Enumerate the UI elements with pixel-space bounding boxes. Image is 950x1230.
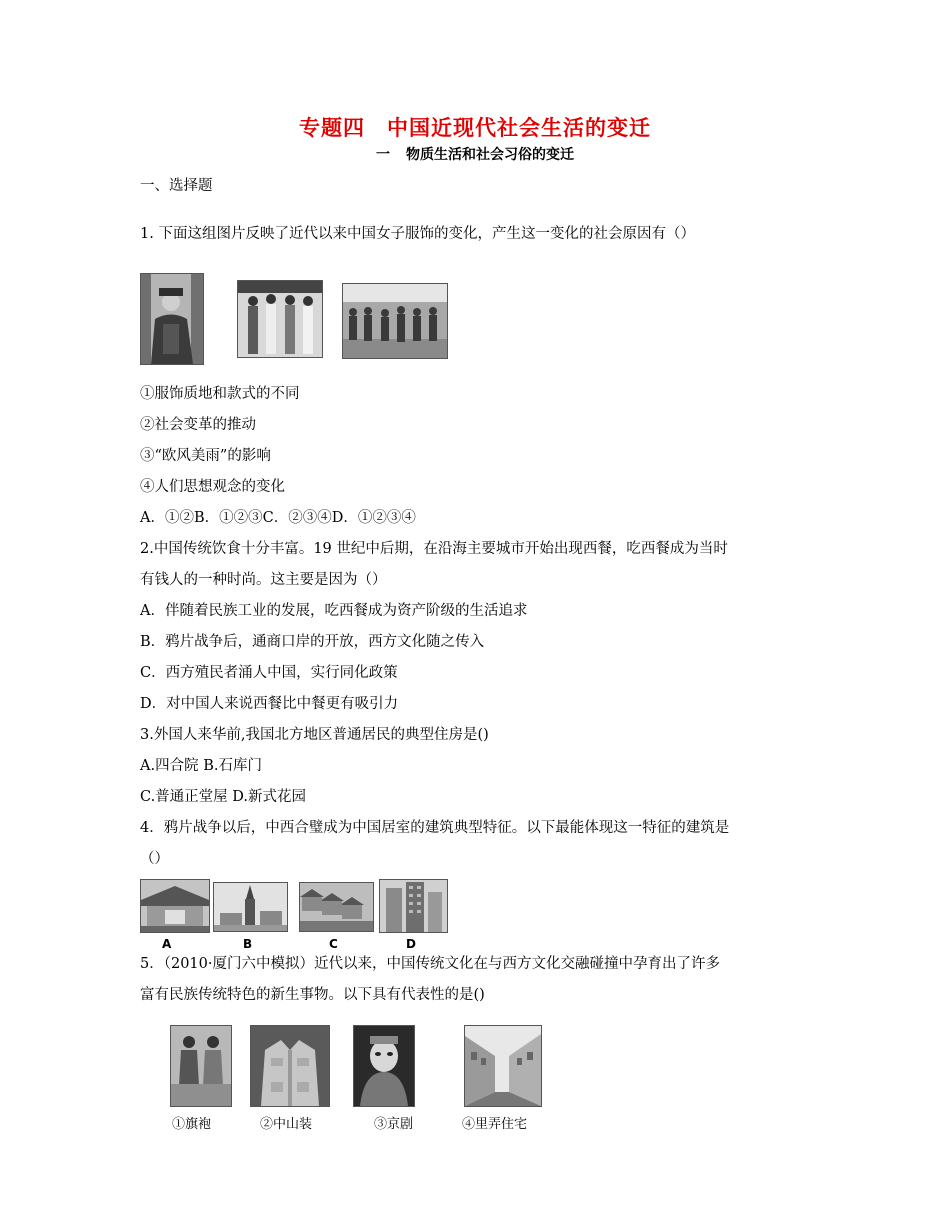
q1-photo-modern-crowd [342,283,448,359]
section-heading: 一、选择题 [140,178,213,194]
q5-caption-4: ④里弄住宅 [462,1117,528,1132]
subtitle-number: 一 [376,147,390,163]
q2-option-a: A．伴随着民族工业的发展，吃西餐成为资产阶级的生活追求 [140,603,528,619]
q1-item-3: ③“欧风美雨”的影响 [140,448,271,464]
q2-stem-line1: 2.中国传统饮食十分丰富。19 世纪中后期，在沿海主要城市开始出现西餐，吃西餐成为当时 [140,541,728,557]
q2-option-b: B．鸦片战争后，通商口岸的开放，西方文化随之传入 [140,634,485,650]
q1-stem: 1. 下面这组图片反映了近代以来中国女子服饰的变化，产生这一变化的社会原因有（） [140,226,695,242]
q1-photo-qing-woman [140,273,204,365]
q5-stem-line1: 5．（2010·厦门六中模拟）近代以来，中国传统文化在与西方文化交融碰撞中孕育出了许多 [140,956,720,972]
q4-photo-c-shikumen [299,882,374,932]
q2-option-d: D．对中国人来说西餐比中餐更有吸引力 [140,696,399,712]
page-subtitle [0,144,950,164]
q5-stem-line2: 富有民族传统特色的新生事物。以下具有代表性的是() [140,987,485,1003]
q5-photo-peking-opera [353,1025,415,1107]
q4-label-b: B [243,937,253,951]
q5-photo-lilong-houses [464,1025,542,1107]
subtitle-text: 物质生活和社会习俗的变迁 [406,147,574,163]
title-topic-name: 中国近现代社会生活的变迁 [387,116,651,140]
q5-photo-qipao [170,1025,232,1107]
q1-options: A．①②B．①②③C．②③④D．①②③④ [140,510,416,526]
q4-stem-line1: 4．鸦片战争以后，中西合璧成为中国居室的建筑典型特征。以下最能体现这一特征的建筑是 [140,820,730,836]
q1-item-1: ①服饰质地和款式的不同 [140,386,300,402]
q5-caption-2: ②中山装 [260,1117,313,1132]
q3-options-line1: A.四合院 B.石库门 [140,758,262,774]
q4-photo-a-courtyard [140,879,210,933]
q3-stem: 3.外国人来华前,我国北方地区普通居民的典型住房是() [140,727,489,743]
q2-option-c: C．西方殖民者涌人中国，实行同化政策 [140,665,398,681]
q1-item-4: ④人们思想观念的变化 [140,479,285,495]
q4-label-a: A [162,937,172,951]
q5-photo-zhongshan-suit [250,1025,330,1107]
q1-photo-qipao-women [237,280,323,358]
q4-label-c: C [329,937,338,951]
q2-stem-line2: 有钱人的一种时尚。这主要是因为（） [140,572,387,588]
q5-caption-3: ③京剧 [374,1117,414,1132]
page-title [0,112,950,142]
q4-label-d: D [406,937,416,951]
q4-photo-b-church [213,882,288,932]
q1-item-2: ②社会变革的推动 [140,417,256,433]
title-topic-number: 专题四 [299,116,365,140]
q5-caption-1: ①旗袍 [172,1117,212,1132]
q4-stem-line2: （） [140,851,169,867]
q3-options-line2: C.普通正堂屋 D.新式花园 [140,789,307,805]
q4-photo-d-highrise [379,879,448,933]
